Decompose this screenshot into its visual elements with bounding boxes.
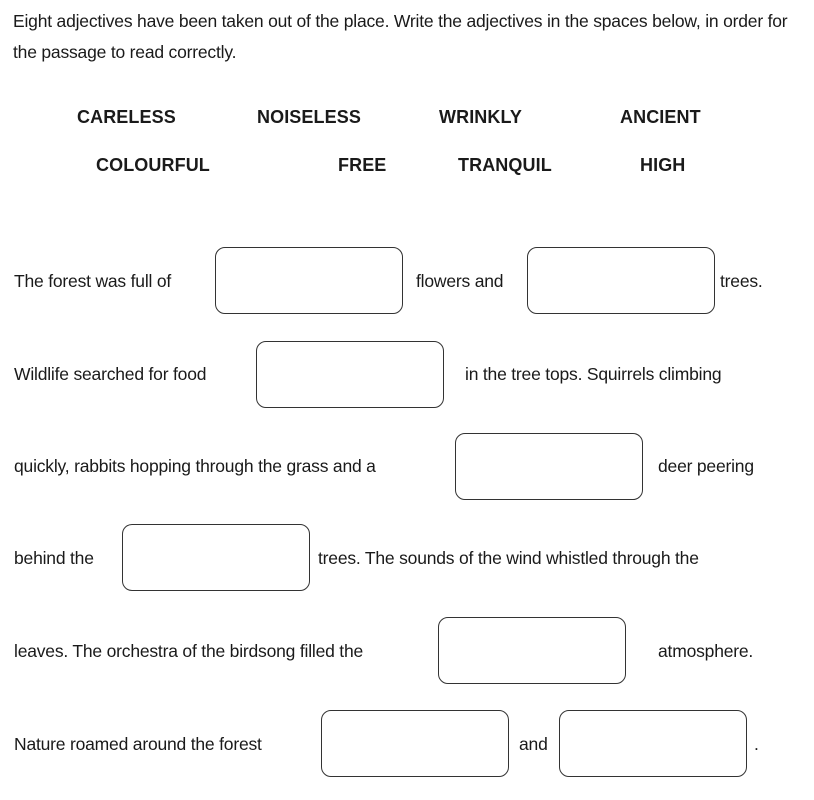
passage-text: quickly, rabbits hopping through the grass and a bbox=[14, 456, 376, 476]
instructions-text: Eight adjectives have been taken out of the place. Write the adjectives in the spaces below, in order for the passage to read correctly. bbox=[13, 11, 788, 62]
passage-text: Nature roamed around the forest bbox=[14, 734, 262, 754]
passage-text: and bbox=[519, 734, 548, 754]
passage-text: Wildlife searched for food bbox=[14, 364, 207, 384]
answer-blank-7[interactable] bbox=[321, 710, 509, 777]
word-bank-item: HIGH bbox=[640, 155, 686, 175]
word-bank-item: FREE bbox=[338, 155, 387, 175]
word-bank-item: TRANQUIL bbox=[458, 155, 552, 175]
passage-text: in the tree tops. Squirrels climbing bbox=[465, 364, 722, 384]
word-bank-item: WRINKLY bbox=[439, 107, 523, 127]
answer-blank-2[interactable] bbox=[527, 247, 715, 314]
answer-blank-8[interactable] bbox=[559, 710, 747, 777]
passage-text: behind the bbox=[14, 548, 94, 568]
passage-text: The forest was full of bbox=[14, 271, 172, 291]
passage-text: trees. The sounds of the wind whistled through the bbox=[318, 548, 699, 568]
answer-blank-5[interactable] bbox=[122, 524, 310, 591]
word-bank-item: ANCIENT bbox=[620, 107, 701, 127]
answer-blank-3[interactable] bbox=[256, 341, 444, 408]
word-bank-item: COLOURFUL bbox=[96, 155, 210, 175]
passage-text: flowers and bbox=[416, 271, 504, 291]
answer-blank-6[interactable] bbox=[438, 617, 626, 684]
word-bank-item: CARELESS bbox=[77, 107, 176, 127]
passage-text: . bbox=[754, 734, 759, 754]
answer-blank-4[interactable] bbox=[455, 433, 643, 500]
passage-text: trees. bbox=[720, 271, 763, 291]
answer-blank-1[interactable] bbox=[215, 247, 403, 314]
passage-text: deer peering bbox=[658, 456, 754, 476]
passage-text: leaves. The orchestra of the birdsong filled the bbox=[14, 641, 364, 661]
word-bank-item: NOISELESS bbox=[257, 107, 361, 127]
passage-text: atmosphere. bbox=[658, 641, 754, 661]
